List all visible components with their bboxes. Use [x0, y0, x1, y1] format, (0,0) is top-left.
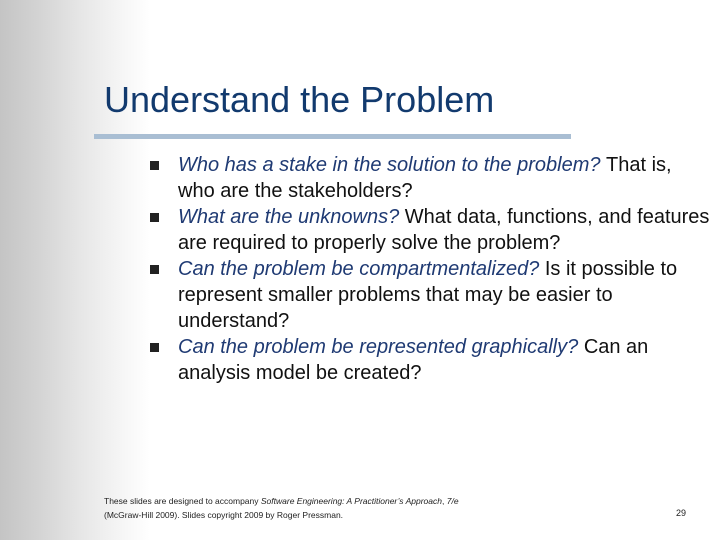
bullet-item	[150, 152, 710, 204]
bullet-text: What data, functions, and features are required to properly solve the problem?	[178, 206, 710, 254]
bullet-question: Who has a stake in the solution to the problem?	[178, 154, 607, 176]
page-number: 29	[676, 508, 687, 518]
square-bullet-icon	[150, 213, 159, 222]
square-bullet-icon	[150, 265, 159, 274]
title-underline	[94, 134, 571, 139]
bullet-item	[150, 204, 710, 256]
bullet-item	[150, 334, 710, 386]
square-bullet-icon	[150, 161, 159, 170]
bullet-text: That is, who are the stakeholders?	[178, 154, 672, 202]
footer-separator: ,	[442, 496, 447, 506]
footer-edition: 7/e	[446, 496, 459, 506]
slide-title: Understand the Problem	[104, 79, 495, 120]
footer-prefix: These slides are designed to accompany	[104, 496, 261, 506]
footer-book-title: Software Engineering: A Practitioner’s Approach	[260, 496, 442, 506]
slide-footer	[104, 494, 574, 522]
bullet-question: What are the unknowns?	[178, 206, 405, 228]
bullet-text: Is it possible to represent smaller problems that may be easier to understand?	[178, 258, 678, 332]
bullet-item	[150, 256, 710, 334]
bullet-question: Can the problem be represented graphically?	[178, 336, 584, 358]
footer-copyright: (McGraw-Hill 2009). Slides copyright 2009 by Roger Pressman.	[104, 510, 344, 520]
bullet-text: Can an analysis model be created?	[178, 336, 649, 384]
square-bullet-icon	[150, 343, 159, 352]
bullet-question: Can the problem be compartmentalized?	[178, 258, 545, 280]
bullet-list	[150, 152, 710, 386]
